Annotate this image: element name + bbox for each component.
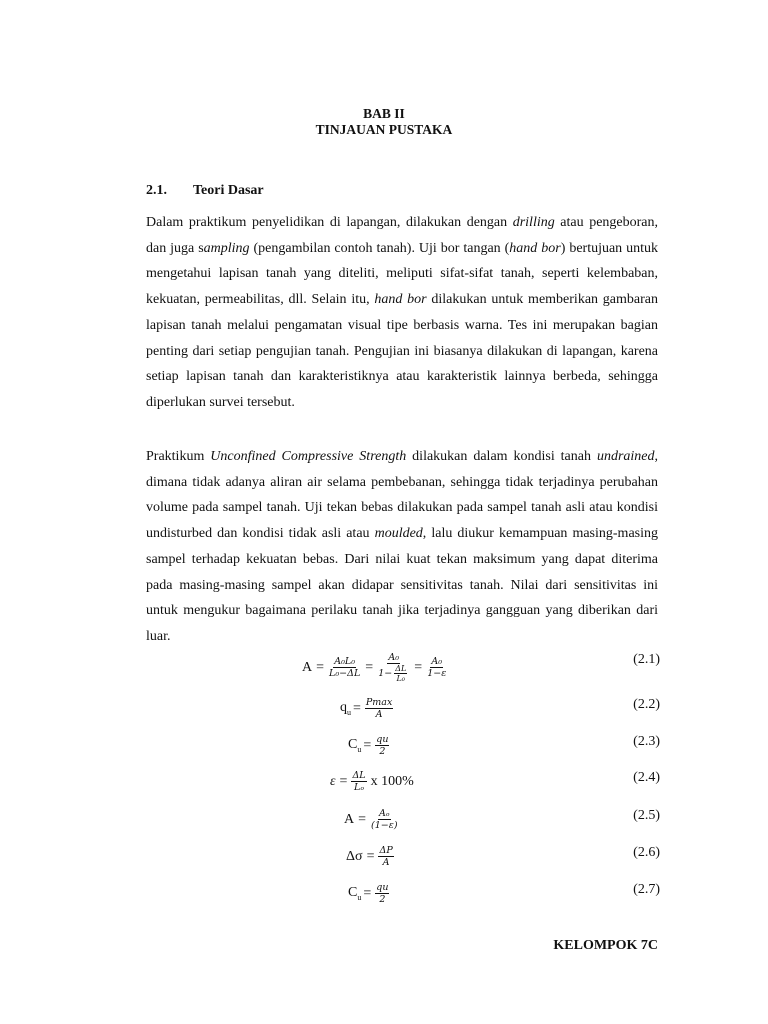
equation-2-4: ε = $\frac{\Delta L}{\text{Lₒ}}$ x 100% (2.4)	[330, 770, 660, 793]
equation-number: (2.4)	[633, 770, 660, 785]
p1-text-2: atau pengeboran, dan juga s	[146, 215, 658, 256]
equation-2-5: A = $\frac{\text{Aₒ}}{(1-\varepsilon)}$ (2.5)	[344, 808, 660, 831]
eq1-fraction-3: $\frac{\text{A₀}}{1-\varepsilon}$	[427, 656, 447, 679]
footer-group-label: KELOMPOK 7C	[553, 938, 658, 953]
p2-text-4: , lalu diukur kemampuan masing-masing sampel terhadap kekuatan bebas. Dari nilai kuat tekan maksimum yang dapat diterima pada masing-masing sampel akan didapar sensitivitas tanah. Nilai dari sensitivitas ini untuk mengukur bagaimana perilaku tanah jika terjadinya gangguan yang diberikan dari luar.	[146, 526, 658, 644]
p2-text-3: , dimana tidak adanya aliran air selama pembebanan, sehingga tidak terjadinya perubahan volume pada sampel tanah. Uji tekan bebas dilakukan pada sampel tanah asli atau kondisi undisturbed dan kondisi tidak asli atau	[146, 449, 658, 542]
chapter-title: TINJAUAN PUSTAKA	[315, 122, 453, 137]
eq2-lhs: $q_u$	[340, 700, 351, 717]
equation-2-1: A = $\frac{\text{A₀L₀}}{\text{L₀−ΔL}}$ = A₀ 1− $\frac{\Delta L}{\text{L₀}}$ = $\frac{\text{A₀}}{1-\varepsilon}$ (2.1)	[302, 652, 660, 683]
eq7-fraction: $\frac{qu}{2}$	[376, 882, 389, 905]
section-title: Teori Dasar	[193, 183, 264, 198]
equation-number: (2.6)	[633, 845, 660, 860]
paragraph-2	[146, 444, 658, 650]
p2-italic-3: moulded	[374, 526, 423, 542]
equation-number: (2.5)	[633, 808, 660, 823]
p2-text-1: Praktikum	[146, 449, 211, 464]
eq4-fraction: $\frac{\Delta L}{\text{Lₒ}}$	[352, 770, 366, 793]
p1-text-5: dilakukan untuk memberikan gambaran lapisan tanah melalui pengamatan visual tipe berbasis warna. Tes ini merupakan bagian penting dari setiap pengujian tanah. Pengujian ini biasanya dilakukan di lapangan, karena setiap lapisan tanah dan karakteristiknya atau karakteristik lainnya berbeda, sehingga diperlukan survei tersebut.	[146, 292, 659, 410]
p1-italic-4: hand bor	[374, 292, 427, 308]
equation-number: (2.2)	[633, 697, 660, 712]
eq5-lhs: A	[344, 811, 355, 827]
eq7-lhs: $C_u$	[348, 885, 362, 902]
p2-text-2: dilakukan dalam kondisi tanah	[406, 449, 597, 464]
eq2-fraction: $\frac{Pmax}{A}$	[365, 697, 393, 720]
eq1-lhs: A	[302, 659, 313, 675]
equation-2-6: Δσ = $\frac{\Delta P}{A}$ (2.6)	[346, 845, 660, 868]
equation-2-3: $C_u$ = $\frac{qu}{2}$ (2.3)	[348, 734, 660, 757]
eq3-lhs: $C_u$	[348, 737, 362, 754]
eq3-fraction: $\frac{qu}{2}$	[376, 734, 389, 757]
equation-2-2: $q_u$ = $\frac{Pmax}{A}$ (2.2)	[340, 697, 660, 720]
equation-2-7: $C_u$ = $\frac{qu}{2}$ (2.7)	[348, 882, 660, 905]
equation-number: (2.1)	[633, 652, 660, 667]
p1-italic-1: drilling	[512, 215, 555, 230]
chapter-number: BAB II	[363, 106, 405, 121]
eq1-fraction-2: A₀ 1− $\frac{\Delta L}{\text{L₀}}$	[378, 652, 407, 683]
p2-italic-1: Unconfined Compressive Strength	[210, 449, 407, 464]
paragraph-1	[146, 210, 658, 416]
p1-italic-3: hand bor	[509, 240, 561, 256]
p1-text-3: (pengambilan contoh tanah). Uji bor tangan (	[249, 240, 510, 256]
p1-text-1: Dalam praktikum penyelidikan di lapangan, dilakukan dengan	[146, 215, 513, 230]
equation-number: (2.3)	[633, 734, 660, 749]
equation-number: (2.7)	[633, 882, 660, 897]
p1-italic-2: ampling	[203, 240, 250, 256]
section-number: 2.1.	[146, 183, 167, 198]
eq4-tail: x 100%	[370, 773, 414, 789]
eq6-lhs: Δσ	[346, 848, 363, 864]
eq5-fraction: $\frac{\text{Aₒ}}{(1-\varepsilon)}$	[371, 808, 398, 831]
eq6-fraction: $\frac{\Delta P}{A}$	[379, 845, 393, 868]
eq4-lhs: ε	[330, 773, 336, 789]
p1-text-4: ) bertujuan untuk mengetahui lapisan tanah yang diteliti, meliputi sifat-sifat tanah, seperti kelembaban, kekuatan, permeabilitas, dll. Selain itu,	[146, 240, 659, 308]
eq1-fraction-1: $\frac{\text{A₀L₀}}{\text{L₀−ΔL}}$	[329, 656, 361, 679]
p2-italic-2: undrained	[596, 449, 655, 464]
